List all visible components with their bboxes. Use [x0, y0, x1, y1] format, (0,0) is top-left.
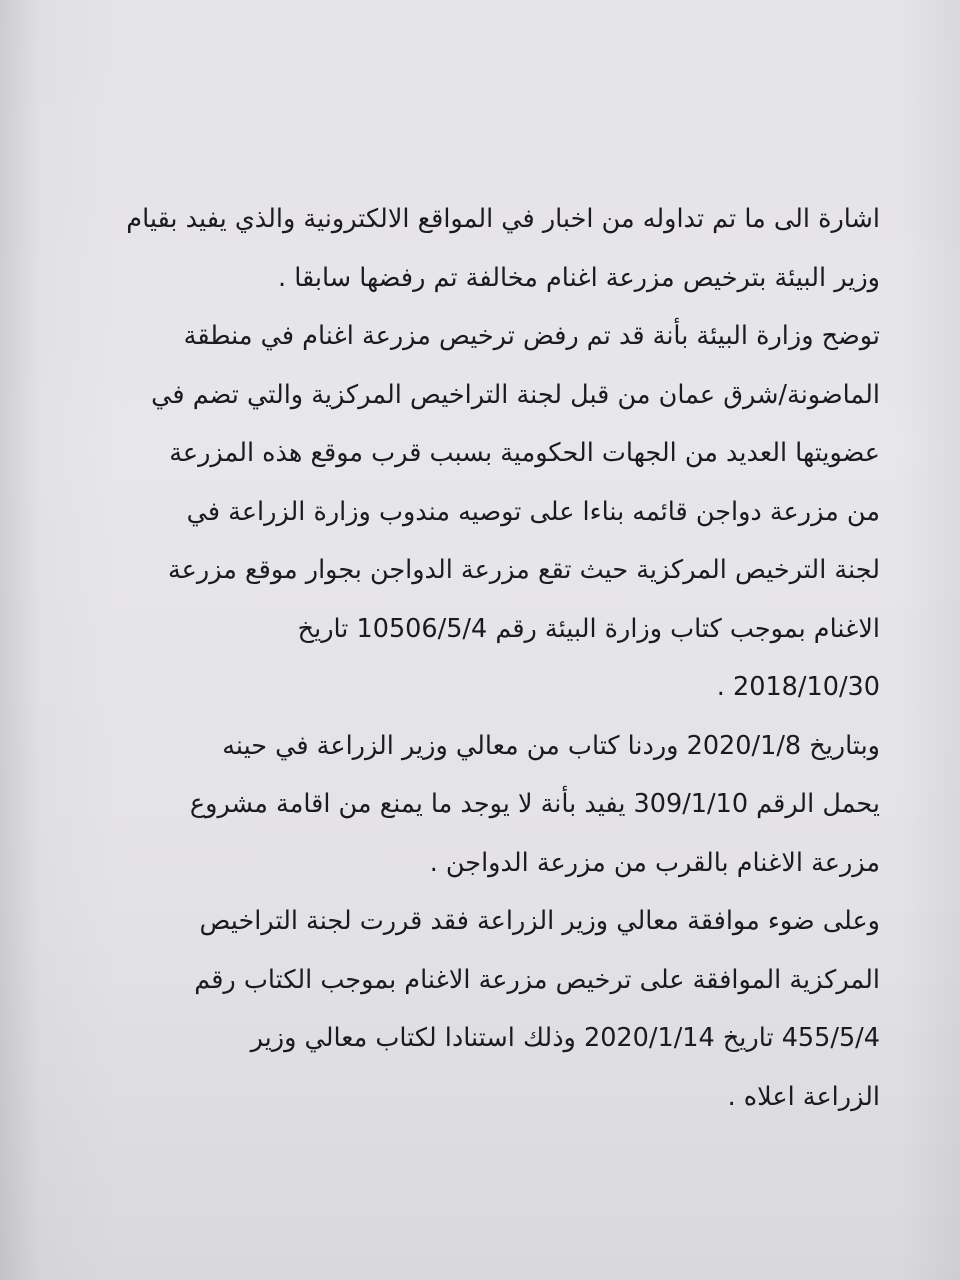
text-line: لجنة الترخيص المركزية حيث تقع مزرعة الدواجن بجوار موقع مزرعة: [168, 555, 880, 585]
document-body: [100, 190, 880, 1126]
text-line: وبتاريخ 2020/1/8 وردنا كتاب من معالي وزير الزراعة في حينه: [222, 730, 880, 761]
text-line: 455/5/4 تاريخ 2020/1/14 وذلك استنادا لكتاب معالي وزير: [250, 1023, 880, 1053]
page-shadow: [900, 0, 960, 1280]
text-line: وزير البيئة بترخيص مزرعة اغنام مخالفة تم رفضها سابقا .: [278, 262, 880, 293]
text-line: من مزرعة دواجن قائمه بناءا على توصيه مندوب وزارة الزراعة في: [186, 496, 880, 527]
text-line: وعلى ضوء موافقة معالي وزير الزراعة فقد قررت لجنة التراخيص: [199, 906, 880, 936]
text-line: 2018/10/30 .: [716, 672, 880, 702]
text-line: عضويتها العديد من الجهات الحكومية بسبب قرب موقع هذه المزرعة: [169, 438, 880, 468]
text-line: الزراعة اعلاه .: [727, 1081, 880, 1112]
text-line: المركزية الموافقة على ترخيص مزرعة الاغنام بموجب الكتاب رقم: [194, 964, 880, 995]
text-line: مزرعة الاغنام بالقرب من مزرعة الدواجن .: [429, 847, 880, 878]
text-line: توضح وزارة البيئة بأنة قد تم رفض ترخيص مزرعة اغنام في منطقة: [183, 321, 880, 351]
text-line: الاغنام بموجب كتاب وزارة البيئة رقم 10506/5/4 تاريخ: [297, 613, 880, 644]
text-line: الماضونة/شرق عمان من قبل لجنة التراخيص المركزية والتي تضم في: [151, 379, 880, 410]
text-line: اشارة الى ما تم تداوله من اخبار في المواقع الالكترونية والذي يفيد بقيام: [126, 204, 880, 234]
text-line: يحمل الرقم 309/1/10 يفيد بأنة لا يوجد ما يمنع من اقامة مشروع: [189, 789, 880, 819]
